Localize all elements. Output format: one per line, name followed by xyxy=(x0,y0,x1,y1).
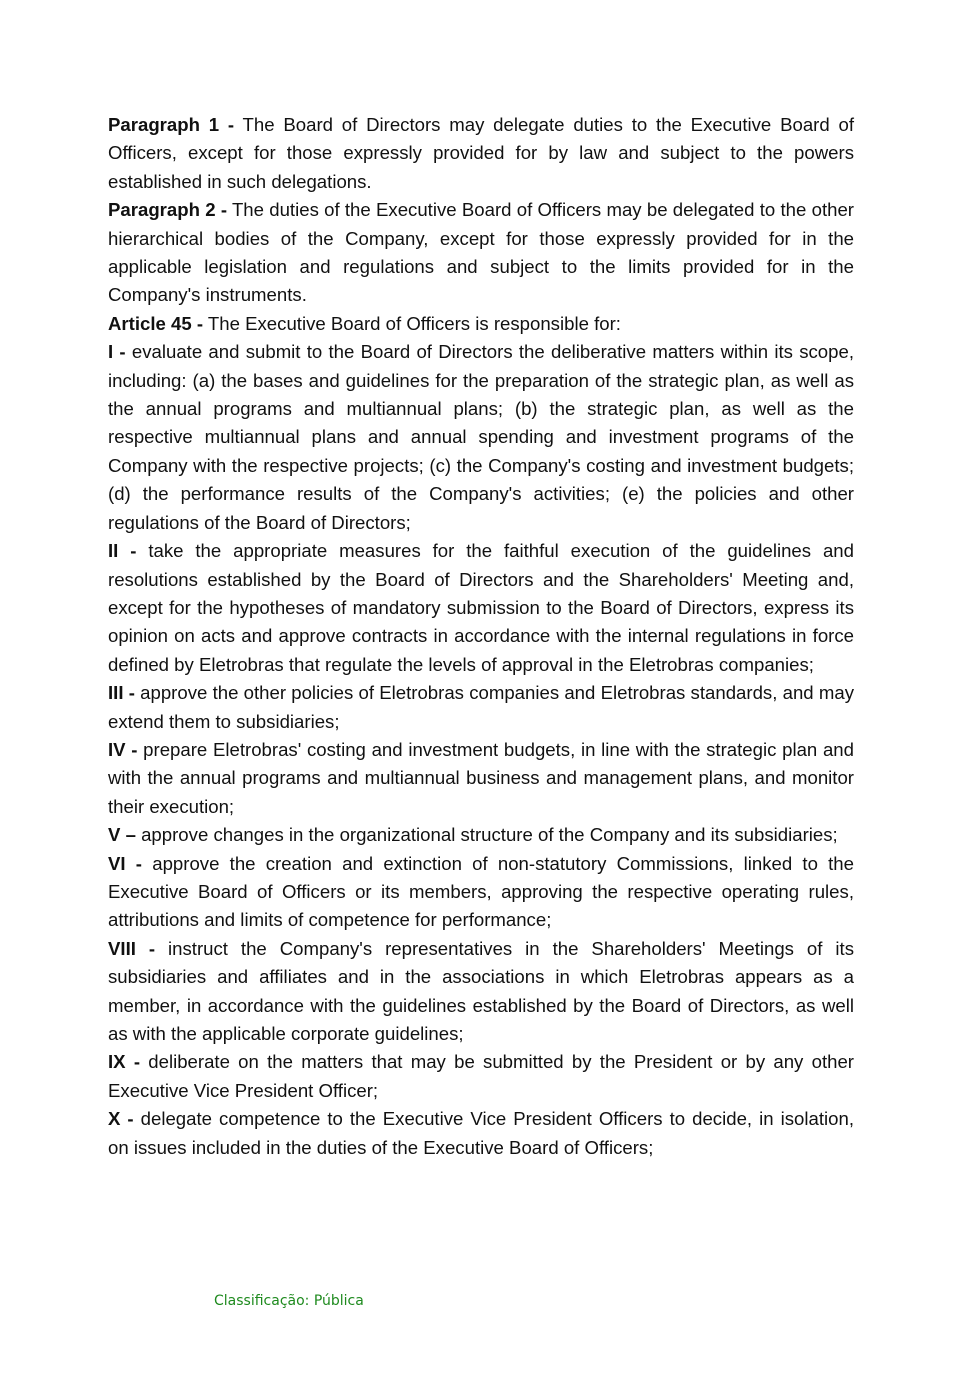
item-lead: V – xyxy=(108,824,136,846)
item-text: prepare Eletrobras' costing and investment budgets, in line with the strategic plan and with the annual programs and multiannual business and management plans, and monitor their execution; xyxy=(108,738,854,817)
item-lead: II - xyxy=(108,540,137,562)
item-text: instruct the Company's representatives in the Shareholders' Meetings of its subsidiaries and affiliates and in the associations in which Eletrobras appears as a member, in accordance with the guidelines established by the Board of Directors, as well as with the applicable corporate guidelines; xyxy=(108,937,854,1044)
item-text: approve the other policies of Eletrobras companies and Eletrobras standards, and may extend them to subsidiaries; xyxy=(108,682,854,732)
paragraph-2 xyxy=(108,196,854,310)
article-45 xyxy=(108,310,854,338)
item-iv xyxy=(108,736,854,821)
item-i xyxy=(108,338,854,537)
paragraph-lead: Paragraph 2 - xyxy=(108,199,228,221)
item-iii xyxy=(108,679,854,736)
item-ix xyxy=(108,1048,854,1105)
item-text: deliberate on the matters that may be submitted by the President or by any other Executive Vice President Officer; xyxy=(108,1051,854,1101)
item-ii xyxy=(108,537,854,679)
item-lead: VIII - xyxy=(108,937,156,959)
item-lead: IV - xyxy=(108,738,138,760)
item-vi xyxy=(108,850,854,935)
item-x xyxy=(108,1105,854,1162)
item-viii xyxy=(108,935,854,1049)
item-lead: III - xyxy=(108,682,135,704)
classification-label: Classificação: Pública xyxy=(214,1293,364,1309)
paragraph-text: The Board of Directors may delegate duties to the Executive Board of Officers, except for those expressly provided for by law and subject to the powers established in such delegations. xyxy=(108,114,854,192)
item-text: delegate competence to the Executive Vice President Officers to decide, in isolation, on issues included in the duties of the Executive Board of Officers; xyxy=(108,1108,854,1158)
item-text: evaluate and submit to the Board of Directors the deliberative matters within its scope, including: (a) the bases and guidelines for the preparation of the strategic plan, as well as the annual programs and multiannual plans; (b) the strategic plan, as well as the respective multiannual plans and annual spending and investment programs of the Company with the respective projects; (c) the Company's costing and investment budgets; (d) the performance results of the Company's activities; (e) the policies and other regulations of the Board of Directors; xyxy=(108,341,854,533)
item-lead: X - xyxy=(108,1108,134,1130)
item-text: approve the creation and extinction of non-statutory Commissions, linked to the Executive Board of Officers or its members, approving the respective operating rules, attributions and limits of competence for performance; xyxy=(108,852,854,931)
item-v xyxy=(108,821,854,849)
item-lead: IX - xyxy=(108,1051,141,1073)
article-lead: Article 45 - xyxy=(108,312,204,334)
document-body xyxy=(108,111,854,1162)
item-lead: I - xyxy=(108,341,126,363)
paragraph-1 xyxy=(108,111,854,196)
item-lead: VI - xyxy=(108,852,142,874)
item-text: take the appropriate measures for the faithful execution of the guidelines and resolutions established by the Board of Directors and the Shareholders' Meeting and, except for the hypotheses of mandatory submission to the Board of Directors, express its opinion on acts and approve contracts in accordance with the internal regulations in force defined by Eletrobras that regulate the levels of approval in the Eletrobras companies; xyxy=(108,540,854,675)
article-text: The Executive Board of Officers is responsible for: xyxy=(203,312,621,334)
item-text: approve changes in the organizational structure of the Company and its subsidiaries; xyxy=(135,824,838,846)
paragraph-text: The duties of the Executive Board of Officers may be delegated to the other hierarchical bodies of the Company, except for those expressly provided for in the applicable legislation and regulations and subject to the limits provided for in the Company's instruments. xyxy=(108,199,854,306)
paragraph-lead: Paragraph 1 - xyxy=(108,114,235,135)
